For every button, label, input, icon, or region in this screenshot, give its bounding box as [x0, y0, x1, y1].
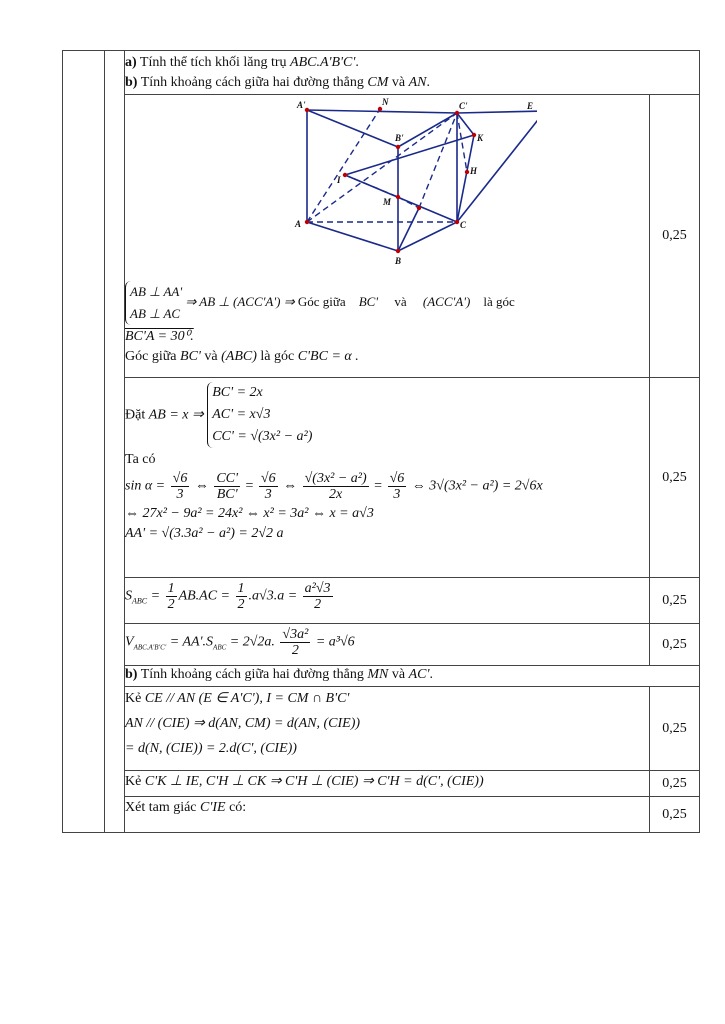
label-A1: A' [297, 100, 306, 110]
label-I: I [337, 175, 341, 185]
substitution-step: Đặt AB = x ⇒ BC' = 2x AC' = x√3 CC' = √(3x² − a²) Ta có sin α = $\frac{√6}{3}$ ⇔ $\frac{CC'}{BC'}$ = $\frac{√6}{3}$ ⇔ $\frac{\text{√(3x² − a²)}}{2x}$ = $\frac{√6}{3}$ ⇔ 3√(3x² − a²) = 2√6x ⇔ 27x² − 9a² = 24x² ⇔ x² = 3a² ⇔ x = a√3 AA' = √(3.3a² − a²) = 2√2 a [125, 378, 650, 578]
left-index-col [105, 51, 125, 833]
construction-step: Kẻ CE // AN (E ∈ A'C'), I = CM ∩ B'C' AN // (CIE) ⇒ d(AN, CM) = d(AN, (CIE)) = d(N, (CIE)) = 2.d(C', (CIE)) [125, 687, 650, 771]
def-system: BC' = 2x AC' = x√3 CC' = √(3x² − a²) [207, 382, 312, 448]
figure-and-angle-step: A' N C' E B' K H I M A C B AB ⊥ AA' AB ⊥ AC ⇒ AB ⊥ (ACC'A') ⇒ Góc giữa BC' và (ACC'A') là góc BC'A = 30⁰. Góc giữa BC' và (ABC) là góc C'BC = α . [125, 95, 650, 378]
label-H: H [470, 166, 478, 176]
label-N: N [382, 97, 389, 107]
area-step: $S_{ABC}$ = $\frac{1}{2}$ AB.AC = $\frac{1}{2}$ .a√3.a = $\frac{\text{a²√3}}{2}$ [125, 578, 650, 624]
triangle-step: Xét tam giác C'IE có: [125, 797, 650, 833]
left-margin-col [63, 51, 105, 833]
score-7: 0,25 [650, 797, 700, 833]
label-K: K [477, 133, 484, 143]
score-2: 0,25 [650, 378, 700, 578]
label-M: M [383, 197, 392, 207]
part-b-heading: b) Tính khoảng cách giữa hai đường thẳng MN và AC'. [125, 666, 700, 687]
solution-table [62, 50, 700, 833]
prism-figure [237, 97, 537, 275]
label-C1: C' [459, 101, 468, 111]
perpendicular-step: Kẻ C'K ⊥ IE, C'H ⊥ CK ⇒ C'H ⊥ (CIE) ⇒ C'H = d(C', (CIE)) [125, 771, 650, 797]
label-B: B [395, 256, 402, 266]
perp-system: AB ⊥ AA' AB ⊥ AC [125, 281, 182, 325]
label-E: E [527, 101, 534, 111]
label-C: C [460, 220, 467, 230]
score-5: 0,25 [650, 687, 700, 771]
score-4: 0,25 [650, 624, 700, 666]
score-1: 0,25 [650, 95, 700, 378]
label-A: A [295, 219, 302, 229]
score-3: 0,25 [650, 578, 700, 624]
volume-step: $V_{ABC.A'B'C'} = AA'.S_{ABC} = 2√2a$. $\frac{\text{√3a²}}{2}$ = a³√6 [125, 624, 650, 666]
score-6: 0,25 [650, 771, 700, 797]
problem-statement: a) Tính thể tích khối lăng trụ ABC.A'B'C'. b) Tính khoảng cách giữa hai đường thẳng CM và AN. [125, 51, 700, 95]
label-B1: B' [395, 133, 404, 143]
